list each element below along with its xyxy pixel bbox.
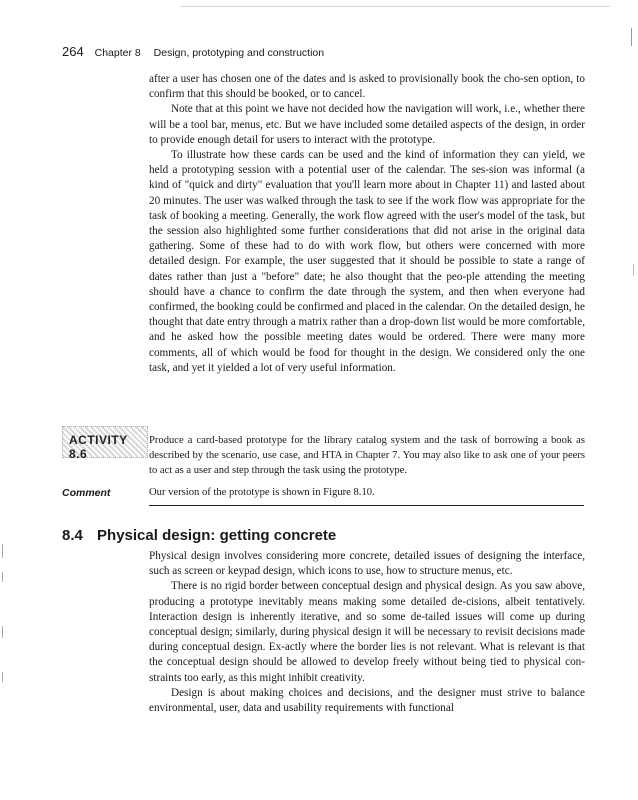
scan-mark-left (2, 672, 3, 682)
paragraph: Design is about making choices and decisions, and the designer must strive to balance environmental, user, data and usability requirements with functional (149, 686, 585, 715)
running-header (62, 44, 324, 59)
paragraph: There is no rigid border between conceptual design and physical design. As you saw above, producing a prototype inevitably means making some detailed de-cisions, albeit tentatively. Interaction design is inherently iterative, and so some de-tailed issues will come up during conceptual design; similarly, during physical design it will be necessary to revisit decisions made during conceptual design. Ex-actly where the border lies is not relevant. What is relevant is that the conceptual design should be allowed to develop freely without being tied to physical con-straints too early, as this might inhibit creativity. (149, 580, 585, 684)
activity-text: Produce a card-based prototype for the library catalog system and the task of borrowing a book as described by the scenario, use case, and HTA in Chapter 7. You may also like to ask one of your peers to act as a user and step through the task using the prototype. (149, 435, 585, 476)
section-text (149, 549, 585, 716)
activity-badge (62, 426, 148, 461)
section-title: Physical design: getting concrete (97, 527, 337, 544)
chapter-title: Design, prototyping and construction (153, 47, 325, 59)
horizontal-rule (149, 505, 584, 506)
comment-text: Our version of the prototype is shown in Figure 8.10. (149, 487, 375, 498)
scan-mark-right (633, 264, 634, 276)
scan-mark-left (2, 626, 3, 638)
comment-label: Comment (62, 487, 111, 499)
section-number: 8.4 (62, 527, 83, 544)
paragraph: Physical design involves considering more concrete, detailed issues of designing the interface, such as screen or keypad design, which icons to use, how to structure menus, etc. (149, 550, 585, 578)
paragraph: after a user has chosen one of the dates and is asked to provisionally book the cho-sen option, to confirm that this should be booked, or to cancel. (149, 73, 585, 101)
scan-mark-left (2, 544, 3, 558)
scan-mark-left (2, 572, 3, 582)
activity-label: ACTIVITY 8.6 (69, 433, 128, 461)
paragraph: Note that at this point we have not decided how the navigation will work, i.e., whether there will be a tool bar, menus, etc. But we have included some detailed aspects of the design, in order to provide enough detail for users to interact with the prototype. (149, 103, 585, 146)
intro-text (149, 72, 585, 376)
scan-edge-top (180, 6, 610, 7)
chapter-label: Chapter 8 (94, 47, 141, 59)
page-number: 264 (62, 44, 84, 59)
paragraph: To illustrate how these cards can be used and the kind of information they can yield, we held a prototyping session with a potential user of the calendar. The ses-sion was informal (a kind of "quick and dirty" evaluation that you'll learn more about in Chapter 11) and lasted about 20 minutes. The user was walked through the task to see if the work flow was appropriate for the task of booking a meeting. Generally, the work flow agreed with the user's model of the task, but the session also highlighted some further considerations that did not arise in the original data gathering. Some of these had to do with work flow, but others were concerned with more detailed design. For example, the user suggested that it should be possible to state a range of dates rather than just a "before" date; he also thought that the peo-ple attending the meeting should have a chance to confirm the date through the system, and then when everyone had confirmed, the booking could be confirmed and placed in the calendar. On the detailed design, he thought that date entry through a matrix rather than a drop-down list would be more comfortable, and he asked how the possible meeting dates would be ordered. There were many more comments, all of which would be food for thought in the design. We considered only the one task, and yet it yielded a lot of very useful information. (149, 149, 585, 374)
scan-edge-right (631, 28, 632, 46)
section-heading (62, 527, 336, 544)
